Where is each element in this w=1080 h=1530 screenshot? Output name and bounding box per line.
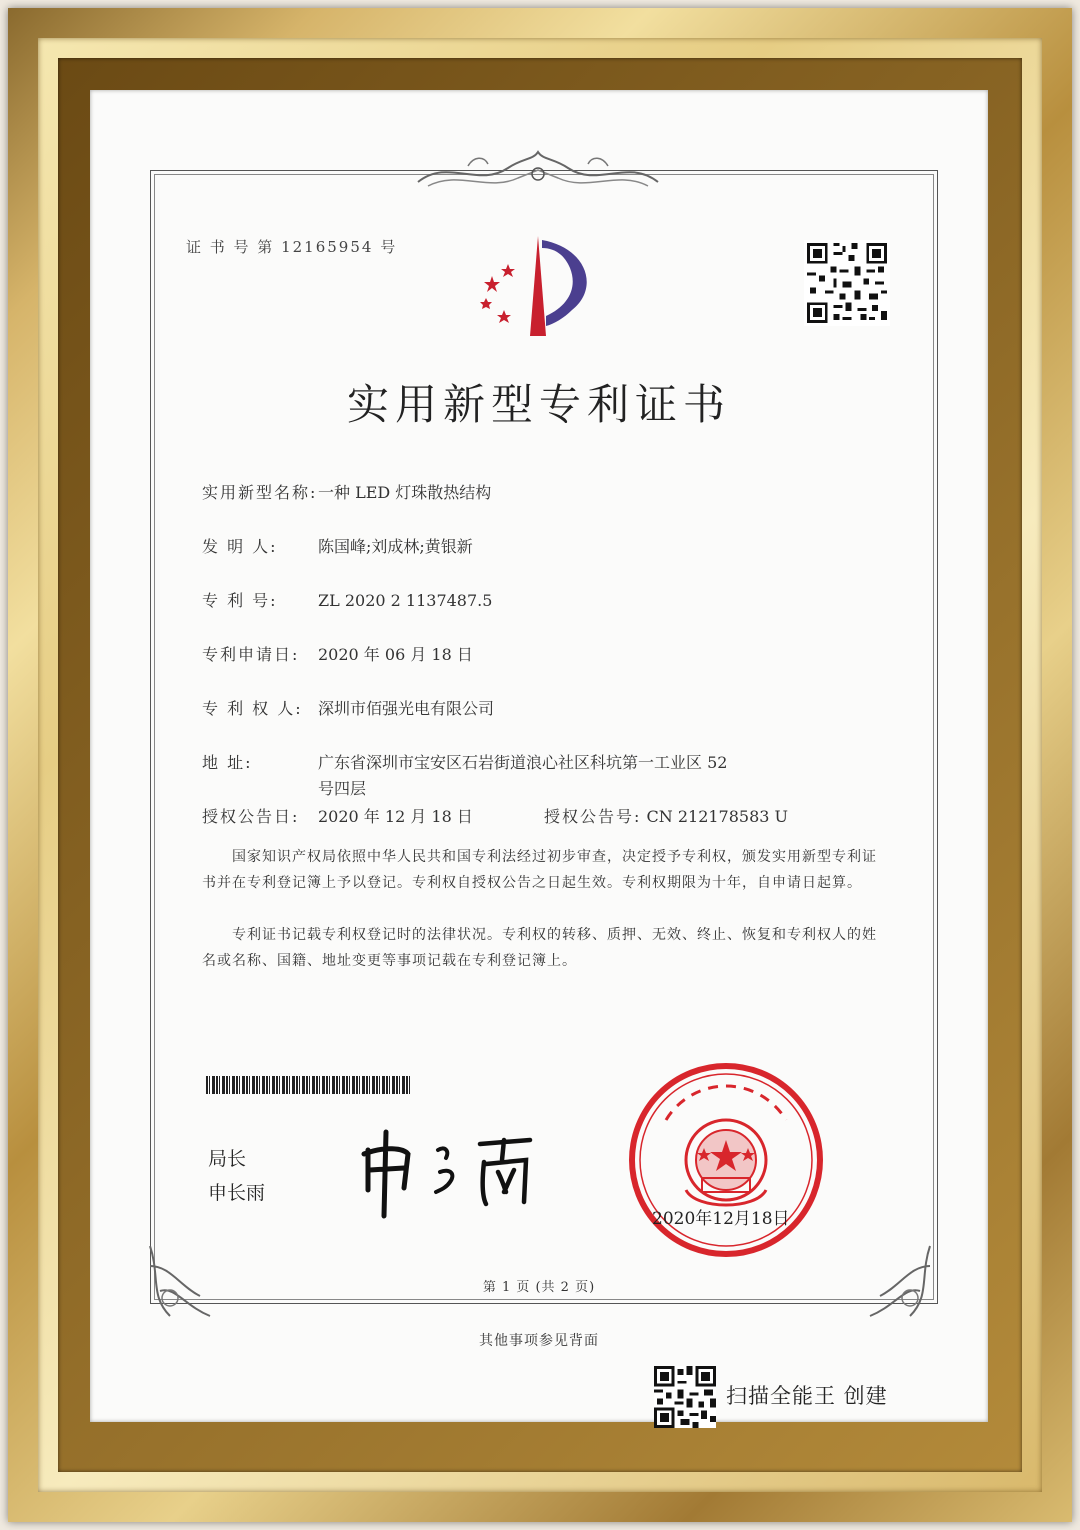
field-value: 广东省深圳市宝安区石岩街道浪心社区科坑第一工业区 52 [318, 753, 728, 772]
field-label: 授权公告号: [544, 807, 642, 826]
field-announcement-date [202, 804, 473, 827]
field-value: 2020 年 12 月 18 日 [318, 807, 473, 826]
field-value: 一种 LED 灯珠散热结构 [318, 483, 492, 502]
field-utility-model-name [202, 480, 491, 503]
field-label: 专 利 号: [202, 591, 278, 610]
scanner-watermark-label: 扫描全能王 创建 [726, 1384, 888, 1408]
certificate-title: 实用新型专利证书 [346, 380, 731, 429]
certificate-paper [90, 90, 988, 1422]
director-block [208, 1142, 265, 1210]
field-address-line2: 号四层 [318, 779, 367, 798]
field-patentee [202, 696, 494, 719]
field-value: 深圳市佰强光电有限公司 [318, 699, 495, 718]
field-publication-number [544, 804, 788, 827]
statement-paragraph-2: 专利证书记载专利权登记时的法律状况。专利权的转移、质押、无效、终止、恢复和专利权人的姓名或名称、国籍、地址变更等事项记载在专利登记簿上。 [202, 927, 877, 969]
statement-paragraph-1: 国家知识产权局依照中华人民共和国专利法经过初步审查，决定授予专利权，颁发实用新型专利证书并在专利登记簿上予以登记。专利权自授权公告之日起生效。专利权期限为十年，自申请日起算。 [202, 849, 877, 891]
official-seal-icon [626, 1060, 826, 1260]
field-patent-number [202, 588, 492, 611]
field-label: 地 址: [202, 753, 253, 772]
back-note: 其他事项参见背面 [479, 1333, 599, 1349]
director-title: 局长 [208, 1148, 247, 1170]
field-address [202, 750, 727, 773]
field-label: 授权公告日: [202, 807, 300, 826]
field-inventors [202, 534, 473, 557]
field-label: 专 利 权 人: [202, 699, 303, 718]
qr-code-icon [804, 240, 890, 326]
field-value: 陈国峰;刘成林;黄银新 [318, 537, 473, 556]
page-number: 第 1 页 (共 2 页) [482, 1280, 596, 1295]
field-value: CN 212178583 U [646, 807, 789, 826]
top-ornament-icon [408, 148, 668, 196]
director-name: 申长雨 [208, 1182, 266, 1204]
scanner-qr-code-icon [654, 1366, 716, 1428]
field-value: 2020 年 06 月 18 日 [318, 645, 473, 664]
field-label: 专利申请日: [202, 645, 300, 664]
director-signature-icon [354, 1120, 554, 1220]
patent-office-logo-icon [472, 228, 612, 340]
field-label: 实用新型名称: [202, 483, 318, 502]
field-label: 发 明 人: [202, 537, 278, 556]
field-application-date [202, 642, 473, 665]
field-value: ZL 2020 2 1137487.5 [318, 591, 493, 610]
certificate-number: 证 书 号 第 12165954 号 [186, 238, 398, 256]
barcode-icon [206, 1076, 410, 1094]
seal-date: 2020年12月18日 [652, 1209, 790, 1229]
